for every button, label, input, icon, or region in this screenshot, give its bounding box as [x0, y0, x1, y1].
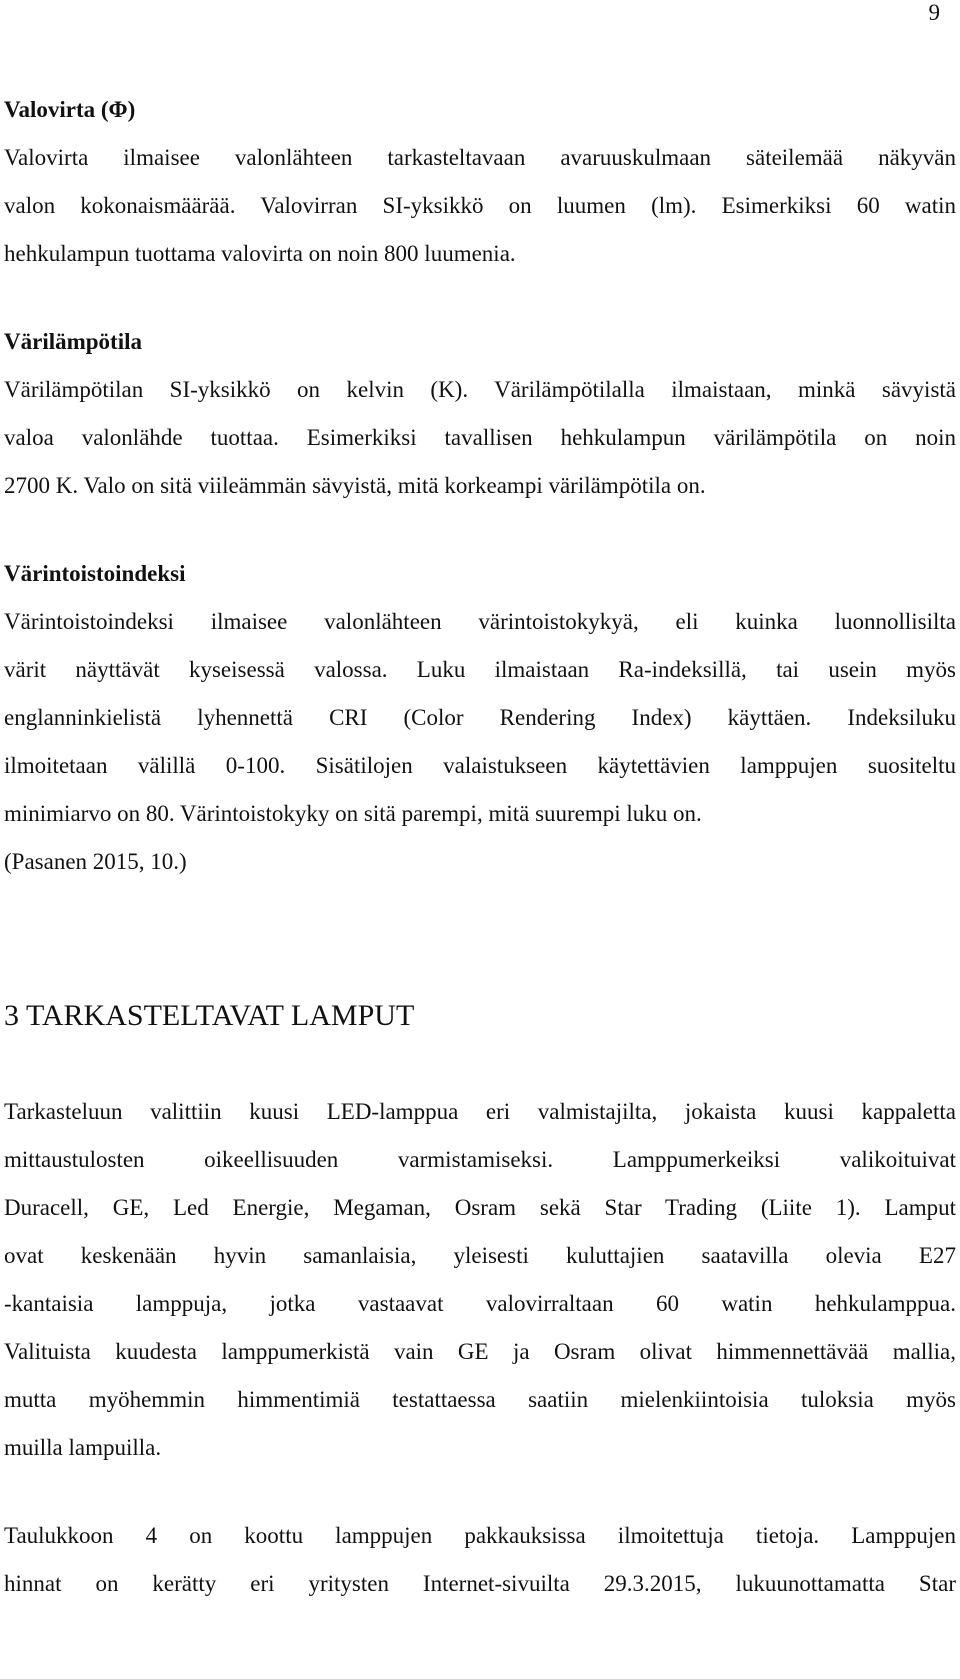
text-line: valoa valonlähde tuottaa. Esimerkiksi tavallisen hehkulampun värilämpötila on noin: [4, 425, 956, 450]
text-line: muilla lampuilla.: [4, 1435, 162, 1460]
text-line: minimiarvo on 80. Värintoistokyky on sitä parempi, mitä suurempi luku on.: [4, 801, 702, 826]
page-content: [4, 86, 956, 1608]
text-line: Värilämpötilan SI-yksikkö on kelvin (K). Värilämpötilalla ilmaistaan, minkä sävyistä: [4, 377, 956, 402]
section-heading-varilampotila: Värilämpötila: [4, 329, 142, 354]
chapter-title: 3 TARKASTELTAVAT LAMPUT: [4, 999, 415, 1032]
spacer: [4, 1472, 956, 1512]
text-line: hehkulampun tuottama valovirta on noin 800 luumenia.: [4, 241, 516, 266]
text-line: Tarkasteluun valittiin kuusi LED-lamppua eri valmistajilta, jokaista kuusi kappaletta: [4, 1099, 956, 1124]
text-line: mittaustulosten oikeellisuuden varmistamiseksi. Lamppumerkeiksi valikoituivat: [4, 1147, 956, 1172]
section-body-varintoistoindeksi: [4, 598, 956, 886]
text-line: Duracell, GE, Led Energie, Megaman, Osram sekä Star Trading (Liite 1). Lamput: [4, 1195, 956, 1220]
text-line: mutta myöhemmin himmentimiä testattaessa saatiin mielenkiintoisia tuloksia myös: [4, 1387, 956, 1412]
text-line: 2700 K. Valo on sitä viileämmän sävyistä, mitä korkeampi värilämpötila on.: [4, 473, 706, 498]
text-line: valon kokonaismäärää. Valovirran SI-yksikkö on luumen (lm). Esimerkiksi 60 watin: [4, 193, 956, 218]
text-line: Värintoistoindeksi ilmaisee valonlähteen värintoistokykyä, eli kuinka luonnollisilta: [4, 609, 956, 634]
text-line: Valovirta ilmaisee valonlähteen tarkasteltavaan avaruuskulmaan säteilemää näkyvän: [4, 145, 956, 170]
spacer: [4, 278, 956, 318]
text-line: (Pasanen 2015, 10.): [4, 849, 187, 874]
spacer: [4, 510, 956, 550]
section-heading-varintoistoindeksi: Värintoistoindeksi: [4, 561, 186, 586]
chapter-paragraph-1: [4, 1088, 956, 1472]
text-line: ovat keskenään hyvin samanlaisia, yleisesti kuluttajien saatavilla olevia E27: [4, 1243, 956, 1268]
page-number: 9: [928, 0, 940, 25]
text-line: englanninkielistä lyhennettä CRI (Color Rendering Index) käyttäen. Indeksiluku: [4, 705, 956, 730]
spacer: [4, 886, 956, 996]
chapter-paragraph-2: [4, 1512, 956, 1608]
section-body-varilampotila: [4, 366, 956, 510]
text-line: Valituista kuudesta lamppumerkistä vain GE ja Osram olivat himmennettävää mallia,: [4, 1339, 956, 1364]
section-body-valovirta: [4, 134, 956, 278]
text-line: värit näyttävät kyseisessä valossa. Luku ilmaistaan Ra-indeksillä, tai usein myös: [4, 657, 956, 682]
text-line: hinnat on kerätty eri yritysten Internet-sivuilta 29.3.2015, lukuunottamatta Star: [4, 1571, 956, 1596]
text-line: ilmoitetaan välillä 0-100. Sisätilojen valaistukseen käytettävien lamppujen suositeltu: [4, 753, 956, 778]
text-line: Taulukkoon 4 on koottu lamppujen pakkauksissa ilmoitettuja tietoja. Lamppujen: [4, 1523, 956, 1548]
text-line: -kantaisia lamppuja, jotka vastaavat valovirraltaan 60 watin hehkulamppua.: [4, 1291, 956, 1316]
section-heading-valovirta: Valovirta (Φ): [4, 97, 136, 122]
